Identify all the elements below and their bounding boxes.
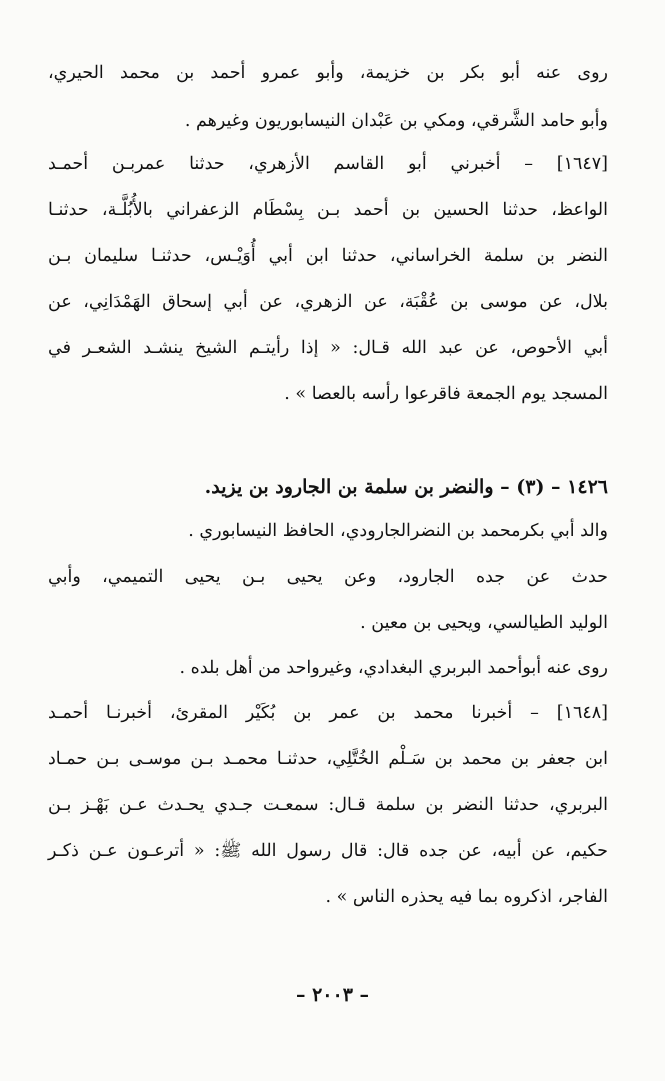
text-line: [١٦٤٨] – أخبرنا محمد بن عمر بن بُكَيْر المقرئ، أخبرنـا أحمـد xyxy=(48,703,608,723)
text-line: البربري، حدثنا النضر بن سلمة قـال: سمعـت جـدي يحـدث عـن بَهْـز بـن xyxy=(48,795,608,815)
text-line: الواعظ، حدثنا الحسين بن أحمد بـن بِسْطَام الزعفراني بالأُبُلَّـة، حدثنـا xyxy=(48,200,608,220)
text-line: [١٦٤٧] – أخبرني أبو القاسم الأزهري، حدثنا عمربـن أحمـد xyxy=(48,154,608,174)
text-line: حدث عن جده الجارود، وعن يحيى بـن يحيى التميمي، وأبي xyxy=(48,567,608,587)
text-line: أبي الأحوص، عن عبد الله قـال: « إذا رأيتـم الشيخ ينشـد الشعـر في xyxy=(48,338,608,358)
text-line: روى عنه أبوأحمد البربري البغدادي، وغيرواحد من أهل بلده . xyxy=(179,658,608,678)
text-line: بلال، عن موسى بن عُقْبَة، عن الزهري، عن أبي إسحاق الهَمْدَانِي، عن xyxy=(48,292,608,312)
entry-heading: ١٤٢٦ – (٣) – والنضر بن سلمة بن الجارود بن يزيد. xyxy=(204,476,608,498)
text-line: المسجد يوم الجمعة فاقرعوا رأسه بالعصا » . xyxy=(284,384,608,404)
text-line: النضر بن سلمة الخراساني، حدثنا ابن أبي أُوَيْـس، حدثنـا سليمان بـن xyxy=(48,246,608,266)
text-line: الفاجر، اذكروه بما فيه يحذره الناس » . xyxy=(325,887,608,907)
text-line: الوليد الطيالسي، ويحيى بن معين . xyxy=(360,613,608,633)
text-line: ابن جعفر بن محمد بن سَـلْم الخُتَّلِي، حدثنـا محمـد بـن موسـى بـن حمـاد xyxy=(48,749,608,769)
text-line: وأبو حامد الشَّرقي، ومكي بن عَبْدان النيسابوريون وغيرهم . xyxy=(184,111,608,131)
text-line: والد أبي بكرمحمد بن النضرالجارودي، الحافظ النيسابوري . xyxy=(188,521,608,541)
page-number: – ٢٠٠٣ – xyxy=(295,984,370,1006)
text-line: روى عنه أبو بكر بن خزيمة، وأبو عمرو أحمد بن محمد الحيري، xyxy=(48,63,608,83)
text-line: حكيم، عن أبيه، عن جده قال: قال رسول الله ﷺ: « أترعـون عـن ذكـر xyxy=(48,841,608,861)
